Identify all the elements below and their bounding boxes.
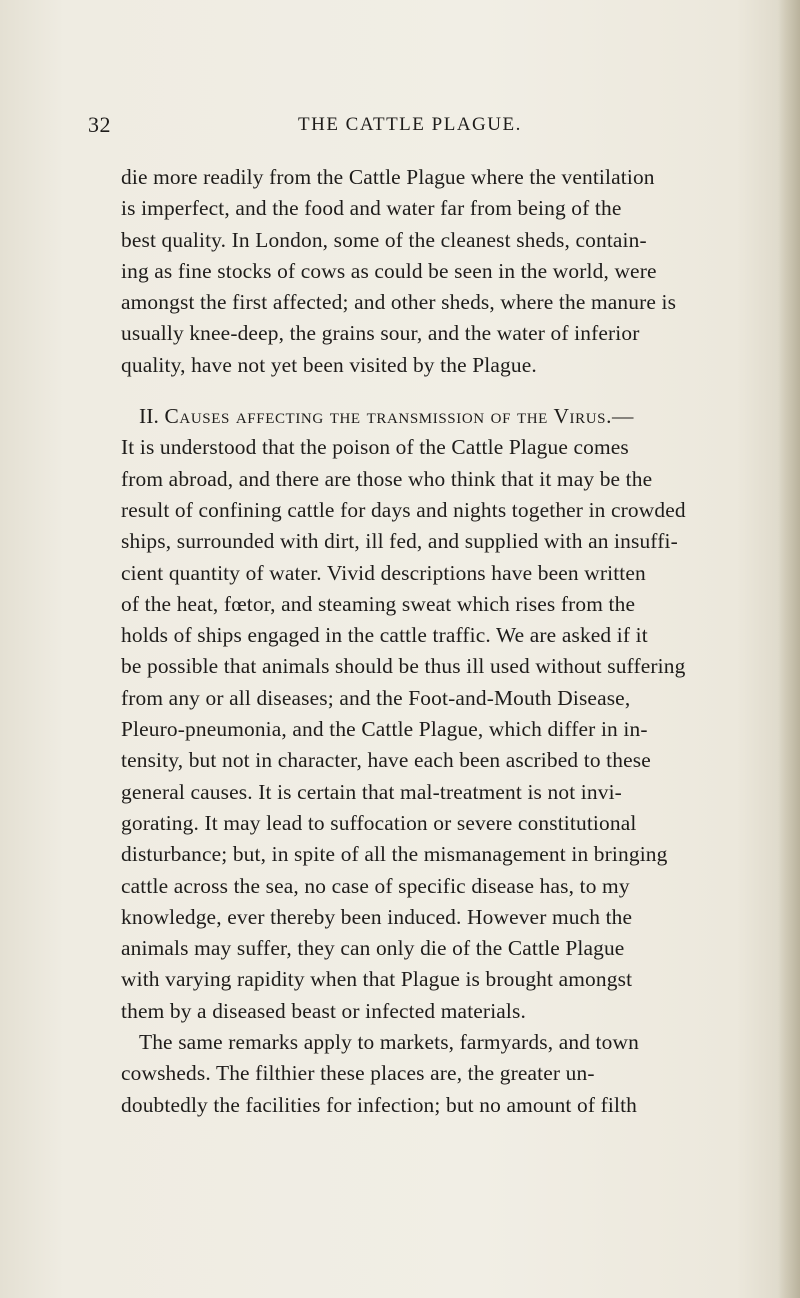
text-line: quality, have not yet been visited by the Plague. — [121, 352, 537, 377]
text-line: be possible that animals should be thus ill used without suffering — [121, 654, 686, 679]
paragraph-1 — [121, 162, 696, 381]
running-title: THE CATTLE PLAGUE. — [298, 114, 522, 135]
text-line: cient quantity of water. Vivid descriptions have been written — [121, 560, 646, 585]
body-text — [121, 162, 696, 1121]
text-line: knowledge, ever thereby been induced. However much the — [121, 904, 633, 929]
text-line: ships, surrounded with dirt, ill fed, and supplied with an insuffi- — [121, 529, 678, 554]
text-line: Pleuro-pneumonia, and the Cattle Plague, which differ in in- — [121, 717, 648, 742]
text-line: ing as fine stocks of cows as could be seen in the world, were — [121, 258, 657, 283]
text-line: of the heat, fœtor, and steaming sweat which rises from the — [121, 591, 636, 616]
page-edge-shadow — [778, 0, 800, 1298]
section-numeral: II. — [139, 404, 160, 429]
text-line: them by a diseased beast or infected materials. — [121, 998, 527, 1023]
section-title: Causes affecting the transmission of the Virus.— — [164, 404, 635, 429]
text-line: gorating. It may lead to suffocation or severe constitutional — [121, 810, 637, 835]
text-line: tensity, but not in character, have each been ascribed to these — [121, 748, 651, 773]
text-line: result of confining cattle for days and nights together in crowded — [121, 497, 686, 522]
text-line: cattle across the sea, no case of specific disease has, to my — [121, 873, 630, 898]
section-heading — [121, 401, 696, 432]
text-line: die more readily from the Cattle Plague where the ventilation — [121, 165, 655, 189]
text-line: disturbance; but, in spite of all the mismanagement in bringing — [121, 842, 668, 867]
text-line: from any or all diseases; and the Foot-and-Mouth Disease, — [121, 685, 631, 710]
text-line: It is understood that the poison of the Cattle Plague comes — [121, 435, 629, 460]
text-line: amongst the first affected; and other sheds, where the manure is — [121, 290, 677, 315]
text-line: doubtedly the facilities for infection; but no amount of filth — [121, 1092, 638, 1117]
text-line: general causes. It is certain that mal-treatment is not invi- — [121, 779, 622, 804]
text-line: holds of ships engaged in the cattle traffic. We are asked if it — [121, 623, 648, 648]
text-line: The same remarks apply to markets, farmyards, and town — [139, 1030, 639, 1055]
text-line: usually knee-deep, the grains sour, and the water of inferior — [121, 321, 640, 346]
page-header — [88, 112, 708, 136]
text-line: cowsheds. The filthier these places are, the greater un- — [121, 1061, 595, 1086]
page-number: 32 — [88, 112, 111, 137]
text-line: with varying rapidity when that Plague is brought amongst — [121, 967, 633, 992]
text-line: from abroad, and there are those who think that it may be the — [121, 466, 653, 491]
text-line: animals may suffer, they can only die of the Cattle Plague — [121, 936, 625, 961]
text-line: is imperfect, and the food and water far from being of the — [121, 196, 622, 221]
text-line: best quality. In London, some of the cleanest sheds, contain- — [121, 227, 647, 252]
paragraph-2 — [121, 432, 696, 1027]
paragraph-3 — [121, 1027, 696, 1121]
